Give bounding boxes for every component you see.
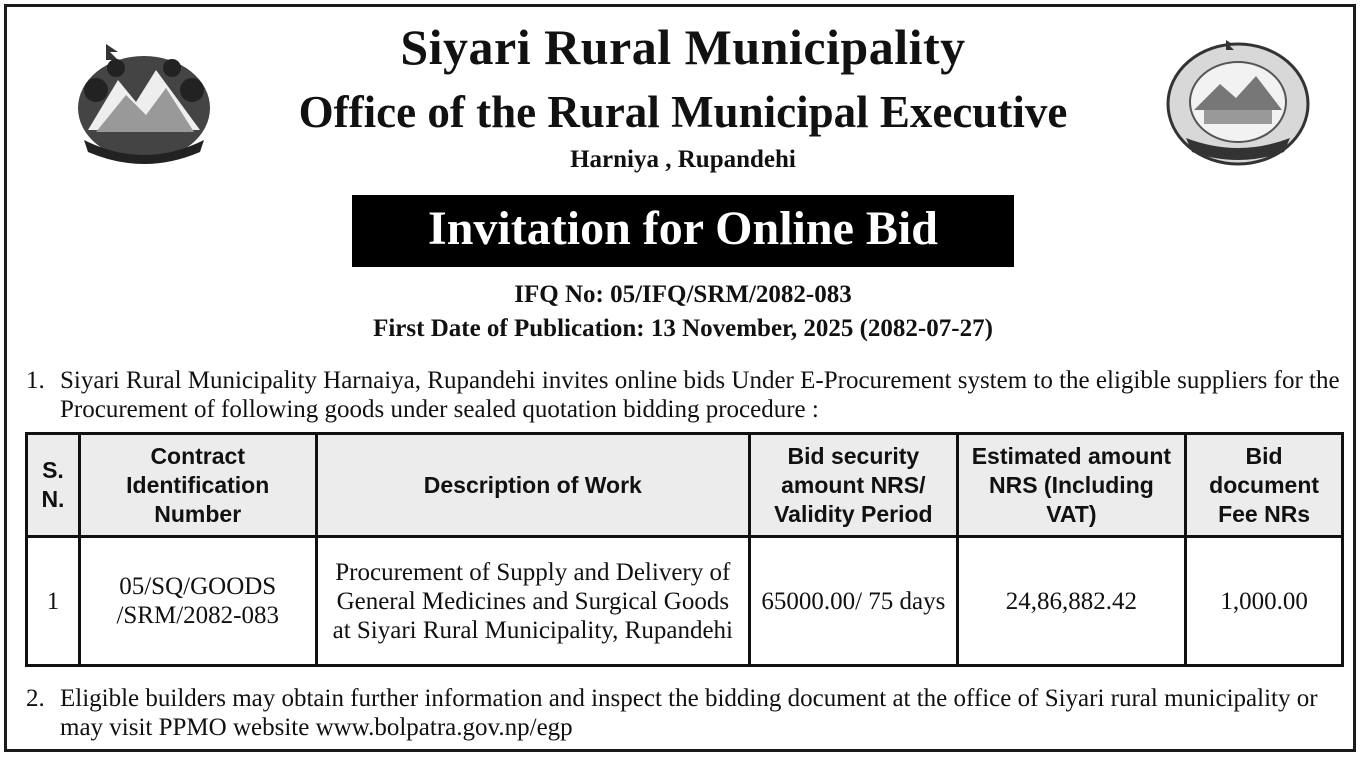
column-header-bid-fee: Bid document Fee NRs bbox=[1186, 434, 1343, 537]
publication-date: First Date of Publication: 13 November, 2025 (2082-07-27) bbox=[373, 315, 993, 342]
paragraph-text: Siyari Rural Municipality Harnaiya, Rupandehi invites online bids Under E-Procurement system to the eligible suppliers for the Procurement of following goods under sealed quotation bidding procedure : bbox=[60, 367, 1340, 423]
cell-bid-fee: 1,000.00 bbox=[1186, 537, 1343, 666]
ifq-number: IFQ No: 05/IFQ/SRM/2082-083 bbox=[514, 281, 852, 308]
bid-table bbox=[25, 432, 1344, 667]
paragraph-text: Eligible builders may obtain further information and inspect the bidding document at the office of Siyari rural municipality or may visit PPMO website www.bolpatra.gov.np/egp bbox=[60, 685, 1318, 741]
table-row bbox=[27, 537, 1343, 666]
column-header-contract-id: Contract Identification Number bbox=[79, 434, 316, 537]
paragraph-2 bbox=[26, 684, 1356, 742]
column-header-estimated-amount: Estimated amount NRS (Including VAT) bbox=[957, 434, 1186, 537]
municipality-title: Siyari Rural Municipality bbox=[400, 19, 966, 75]
paragraph-number: 1. bbox=[26, 367, 45, 394]
table-header-row bbox=[27, 434, 1343, 537]
location-line: Harniya , Rupandehi bbox=[570, 146, 796, 173]
cell-contract-id: 05/SQ/GOODS /SRM/2082-083 bbox=[79, 537, 316, 666]
column-header-description: Description of Work bbox=[316, 434, 750, 537]
invitation-banner: Invitation for Online Bid bbox=[352, 195, 1014, 267]
cell-bid-security: 65000.00/ 75 days bbox=[750, 537, 958, 666]
cell-estimated-amount: 24,86,882.42 bbox=[957, 537, 1186, 666]
paragraph-number: 2. bbox=[26, 685, 45, 712]
cell-description: Procurement of Supply and Delivery of General Medicines and Surgical Goods at Siyari Rural Municipality, Rupandehi bbox=[316, 537, 750, 666]
office-subtitle: Office of the Rural Municipal Executive bbox=[298, 87, 1068, 137]
column-header-sn: S. N. bbox=[27, 434, 80, 537]
paragraph-1 bbox=[26, 366, 1356, 424]
cell-sn: 1 bbox=[27, 537, 80, 666]
column-header-bid-security: Bid security amount NRS/ Validity Period bbox=[750, 434, 958, 537]
